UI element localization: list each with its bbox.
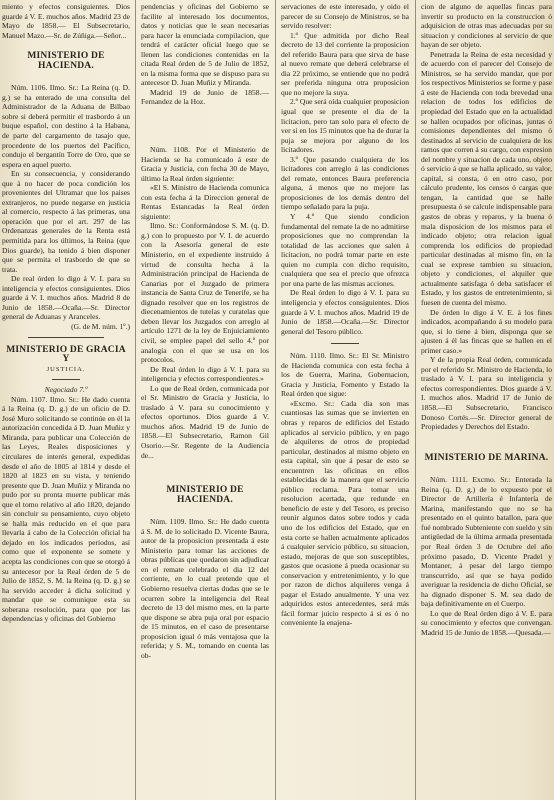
paragraph: cion de alguno de aquellas fincas para invertir su producto en la construccion ó adquisicion de otras mas adecuadas por su situacion y condiciones al servicio de que hayan de ser objeto.: [421, 2, 552, 50]
paragraph: Núm. 1110. Ilmo. Sr.: El Sr. Ministro de Hacienda comunica con esta fecha á los de Guerra, Marina, Gobernacion, Gracia y Justicia, Fomento y Estado la Real órden que sigue:: [281, 351, 409, 399]
paragraph: Núm. 1108. Por el Ministerio de Hacienda se ha comunicado á este de Gracia y Justicia, con fecha 30 de Mayo, último la Real órden siguiente:: [141, 145, 269, 183]
paragraph: pendencias y oficinas del Gobierno se facilite al interesado los documentos, datos y noticias que le sean necesarias para hacer la enunciada compilacion, que tendrá el carácter oficial luego que se llenen las condiciones contenidas en la citada Real órden de 5 de Julio de 1852, en la misma forma que se dispuso para su antecesor D. Juan Muñiz y Miranda.: [141, 2, 269, 88]
paragraph: 2.º Que será oída cualquier proposicion igual que se presente el dia de la licitacion, pero tan solo para el efecto de ver si en los 15 minutos que ha de durar la puja se mejora por alguno de los licitadores.: [281, 97, 409, 155]
paragraph: Penetrada la Reina de esta necesidad y de acuerdo con el parecer del Consejo de Ministros, se ha servido mandar, que por los respectivos Ministerios se forme y pase á este de Hacienda con toda brevedad una relacion de todos los edificios de propiedad del Estado que en la actualidad se hallen ocupados por oficinas, juntas ó comisiones dependientes del mismo ó destinados al servicio de cualquiera de los ramos que corren á su cargo, con expresion del nombre y situacion de cada uno, objeto ó servicio á que se halla aplicado, su valor, capital, si consta, ó en otro caso, por cálculo prudente, los censos ó cargas que tengan, la cantidad que se halle presupuesta ó se calcule indispensable para gastos de obras y reparos, y la buena ó mala disposicion de los mismos para el indicado objeto; otra relacion igual comprenda los edificios de propiedad particular destinadas al mismo fin, en la cual se exprese tambien su situacion, objeto y condiciones, el alquiler que actualmente satisfaga ó deba satisfacer el Estado, y los gastos de entretenimiento, si fuesen de cuenta del mismo.: [421, 49, 552, 307]
paragraph: De Real órden lo digo á V. I. para su inteligencia y efectos correspondientes.»: [141, 364, 269, 384]
paragraph: Lo que de Real órden digo á V. E. para su conocimiento y efectos que convengan. Madrid 15 de Junio de 1858.—Quesada.—: [421, 608, 552, 637]
source-note: (G. de M. núm. 1º.): [71, 321, 130, 331]
column-rule: [415, 0, 416, 800]
section-divider: [28, 337, 105, 338]
paragraph: Madrid 19 de Junio de 1858.—Fernandez de la Hoz.: [141, 87, 269, 107]
paragraph: De Real órden lo digo á V. I. para su inteligencia y efectos consiguientes. Dios guarde á V. I. muchos años. Madrid 19 de Junio de 1858.—Ocaña.—Sr. Director general del Tesoro público.: [281, 288, 409, 336]
section-heading-subtitle: JUSTICIA.: [46, 365, 86, 373]
section-divider: [52, 379, 80, 380]
column-2: [141, 2, 269, 798]
section-heading: MINISTERIO DE HACIENDA.: [166, 485, 244, 505]
paragraph: De real órden lo digo á V. I. para su inteligencia y efectos consiguientes. Dios guarde á V. I. muchos años. Madrid 8 de Junio de 1858.—Ocaña.—Sr. Director general de Aduanas y Aranceles.: [2, 274, 130, 322]
paragraph: «Excmo. Sr.: Cada dia son mas cuantiosas las sumas que se invierten en obras y reparos de edificios del Estado aplicados al servicio público, y en pago de alquileres de otros de propiedad particular, destinados al mismo objeto en esta capital, sin que á pesar de esto se encuentren las oficinas en ellos establecidas de la manera que el servicio público reclama. Para tomar una resolucion acertada, que redunde en beneficio de este y del Tesoro, es preciso reunir algunos datos sobre todos y cada uno de los edificios del Estado, que en esta corte se hallen actualmente aplicados á cualquier servicio público, su situacion, estado, mejoras de que son susceptibles, gastos que ocasione á pueda ocasionar su conservacion y entretenimiento, y lo que por razon de dichos alquileres venga á pagar el Estado anualmente. Y una vez adquiridos estos antecedentes, será más fácil formar juicio respecto á si es ó no conveniente la enajena-: [281, 398, 409, 628]
column-4: [421, 2, 552, 798]
column-3: [281, 2, 409, 798]
paragraph: Núm. 1106. Ilmo. Sr.: La Reina (q. D. g.) se ha enterado de una consulta del Administrador de la Aduana de Bilbao sobre si deberá permitir el trasbordo á un buque español, con destino á la Habana, de parte del cargamento de tasajo que, procedente de los puertos del Pacífico, condujo el bergantín Torre de Oro, que se espera en aquel puerto.: [2, 83, 130, 169]
paragraph: Núm. 1107. Ilmo. Sr.: He dado cuenta á la Reina (q. D. g.) de un oficio de D. José Muro solicitando se continúe en él la autorización concedida á D. Juan Muñiz y Miranda, para publicar una Colección de las Leyes, Reales disposiciones y circulares de interés general, expedidas desde el año de 1805 al 1814 y desde el 1820 al 1823 en su vista, y teniendo presente que D. Juan Muñiz y Miranda no pudo por su pronta muerte publicar más que el tomo relativo al año 1820, dejando sin concluir su pensamiento, cuyo objeto se halla más reducido en el que para llevarla á cabo de la Colección oficial ha dejado en los indicados periodos, así como que el exponente se somete y acepta las condiciones con que se otorgó á su antecesor por la Real órden de 5 de Julio de 1852, S. M. la Reina (q. D. g.) se ha servido acceder á dicha solicitud y mandar que se comunique esta su soberana resolución, para que por las dependencias y oficinas del Gobierno: [2, 394, 130, 624]
column-rule: [135, 0, 136, 800]
section-heading: MINISTERIO DE HACIENDA.: [27, 51, 105, 71]
paragraph: Lo que de Real órden, comunicada por el Sr. Ministro de Gracia y Justicia, lo traslado á V. para su conocimiento y efectos oportunos. Dios guarde á V. muchos años. Madrid 19 de Junio de 1858.—El Subsecretario, Ramon Gil Osorio.—Sr. Regente de la Audiencia de...: [141, 383, 269, 460]
paragraph: «El S. Ministro de Hacienda comunica con esta fecha á la Direccion general de Rentas Estancadas la Real órden siguiente:: [141, 183, 269, 221]
paragraph: Y 4.º Que siendo condicion fundamental del remate la de no admitirse proposiciones que no comprendan la totalidad de las acciones que salen á licitacion, no podrá tomar parte en este quien no cumpla con dicho requisito, cualquiera que sea el precio que ofrezca por una parte de las mismas acciones.: [281, 212, 409, 288]
column-rule: [275, 0, 276, 800]
paragraph: En su consecuencia, y considerando que á no hacer de poca condición los provenientes del Ultramar que los paises extranjeros, no puede negarse en justicia al comercio, respecto á las primeras, una operación que por el art. 297 de las Ordenanzas generales de la Renta está permitida para los últimos, la Reina (que Dios guarde), ha tenido á bien disponer que se permita el trasbordo de que se trata.: [2, 169, 130, 274]
section-heading: [2, 346, 130, 375]
paragraph: Núm. 1109. Ilmo. Sr.: He dado cuenta á S. M. de lo solicitado D. Vicente Baura, autor de la proposicion presentada á este Ministerio para tomar las acciones de obras públicas que quedaron sin adjudicar en el remate celebrado el dia 12 del corriente, en lo cual pretende que el Gobierno resuelva ciertas dudas que se le ocurren sobre la inteligencia del Real decreto de 13 del mismo mes, en la parte que dispone se abra puja oral por espacio de 15 minutos, en el caso de presentarse proposicion igual ó más ventajosa que la referida; y S. M., tomando en cuenta las ob-: [141, 517, 269, 660]
negociado-label: Negociado 7.º: [44, 385, 88, 395]
paragraph: 3.º Que pasando cualquiera de los licitadores con arreglo á las condiciones del remate, entonces Baura preferencia alguna, á menos que no mejore las proposiciones de los demás dentro del tiempo señalado para la puja.: [281, 154, 409, 212]
paragraph: 1.º Que admitida por dicho Real decreto de 13 del corriente la proposicion del referido Baura para que sirva de base al nuevo remate que deberá celebrarse el dia 22 próximo, se entiende que no podrá ser preferida ninguna otra proposicion que no mejore la suya.: [281, 30, 409, 97]
section-divider: [331, 343, 359, 344]
paragraph: Y de la propia Real órden, comunicada por el referido Sr. Ministro de Hacienda, lo traslado á V. I. para su inteligencia y efectos correspondientes. Dios guarde á V. I. muchos años. Madrid 17 de Junio de 1858.—El Subsecretario, Francisco Donoso Cortés.—Sr. Director general de Propiedades y Derechos del Estado.: [421, 355, 552, 432]
paragraph: servaciones de este interesado, y oido el parecer de su Consejo de Ministros, se ha servido resolver:: [281, 2, 409, 31]
paragraph: Ilmo. Sr.: Conformándose S. M. (q. D. g.) con lo propuesto por V. I. de acuerdo con la Asesoría general de este Ministerio, en el expediente instruido á virtud de consulta hecha á la Administración principal de Hacienda de Canarias por el Juzgado de primera instancia de Santa Cruz de Tenerife, se ha dignado resolver que en los registros de diecenamientos de tutelas y curatelas que deben llevar los Juzgados con arreglo al artículo 1271 de la ley de Enjuiciamiento civil, se emplee papel del sello 4.º por analogía con el que se usa en los protocolos.: [141, 221, 269, 365]
section-heading: MINISTERIO DE MARINA.: [424, 452, 549, 463]
paragraph: De órden lo digo á V. E. á los fines indicados, acompañando á su modelo para que, si lo tiene á bien, disponga que se ajusten á él las fincas que se hallen en el primer caso.»: [421, 307, 552, 355]
paragraph: miento y efectos consiguientes. Dios guarde á V. E. muchos años. Madrid 23 de Mayo de 1858.— El Subsecretario, Manuel Mazo.—Sr. de Zúñiga.—Señor...: [2, 2, 130, 40]
column-1: [2, 2, 130, 798]
paragraph: Núm. 1111. Excmo. Sr.: Enterada la Reina (q. D. g.) de lo expuesto por el Director de Artillería é Infantería de Marina, manifestando que no se ha presentado en el quinto batallon, para que fué nombrado Subteniente con sueldo y sin antigüedad de la última armada presentada por Real órden 3 de Octubre del año próximo pasado, D. Vicente Pradel y Montaner, á pesar del largo tiempo transcurrido, así que se haya podido averiguar la residencia de dicho Oficial, se ha dignado disponer S. M. sea dado de baja definitivamente en el Cuerpo.: [421, 475, 552, 609]
section-heading-title: MINISTERIO DE GRACIA Y: [6, 344, 126, 365]
